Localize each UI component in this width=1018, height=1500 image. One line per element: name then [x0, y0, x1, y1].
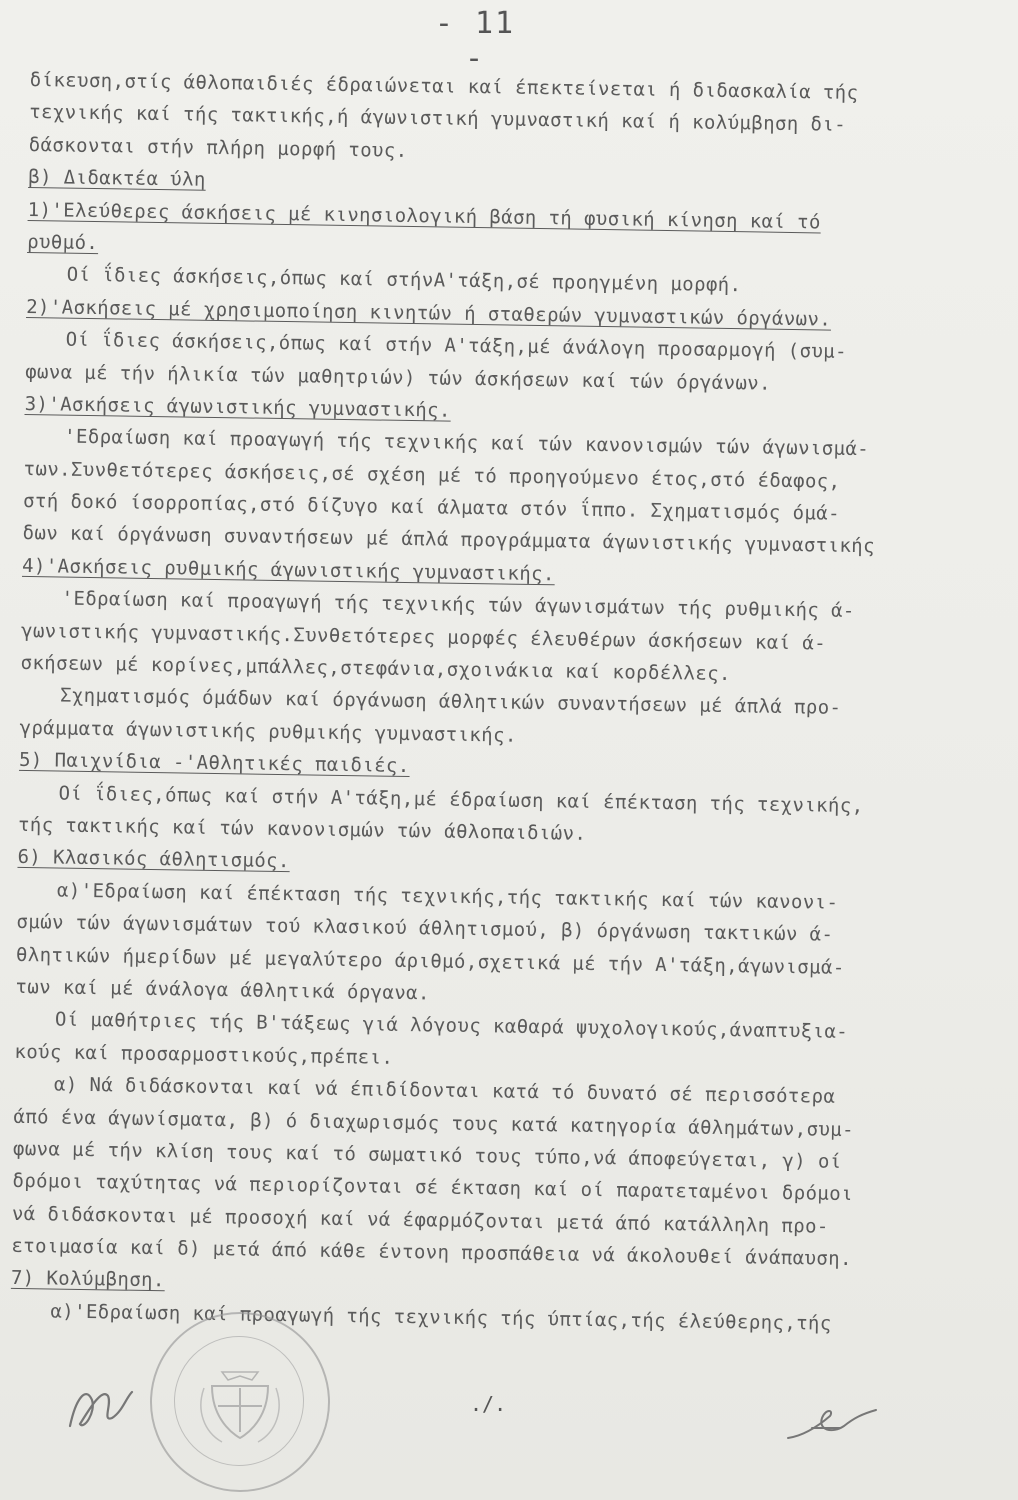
line-text: 'Εδραίωση καί προαγωγή τής τεχνικής καί τών κανονισμών τών άγωνισμά- [63, 425, 870, 461]
line-text: τεχνικής καί τής τακτικής,ή άγωνιστική γυμναστική καί ή κολύμβηση δι- [29, 101, 847, 137]
line-text: σμών τών άγωνισμάτων τού κλασικού άθλητισμού, β) όργάνωση τακτικών ά- [16, 911, 834, 946]
line-text: α)'Εδραίωση καί προαγωγή τής τεχνικής τής ύπτίας,τής έλεύθερης,τής [50, 1300, 832, 1335]
line-text: δρόμοι ταχύτητας νά περιορίζονται σέ έκταση καί οί παρατεταμένοι δρόμοι [12, 1170, 854, 1206]
line-text: ετοιμασία καί δ) μετά άπό κάθε έντονη προσπάθεια νά άκολουθεί άνάπαυση. [11, 1234, 853, 1271]
signature-left [62, 1378, 142, 1442]
line-text: α)'Εδραίωση καί έπέκταση τής τεχνικής,τής τακτικής καί τών κανονι- [56, 879, 839, 914]
signature-right [782, 1398, 882, 1452]
official-stamp [150, 1312, 330, 1492]
line-text: 6) Κλασικός άθλητισμός. [17, 846, 290, 873]
line-text: γράμματα άγωνιστικής ρυθμικής γυμναστικής. [19, 716, 517, 747]
line-text: α) Νά διδάσκονται καί νά έπιδίδονται κατά τό δυνατό σέ περισσότερα [53, 1073, 836, 1108]
line-text: τής τακτικής καί τών κανονισμών τών άθλοπαιδιών. [17, 813, 587, 845]
line-text: 5) Παιχνίδια -'Αθλητικές παιδιές. [18, 749, 410, 778]
line-text: θλητικών ήμερίδων μέ μεγαλύτερο άριθμό,σχετικά μέ τήν Α'τάξη,άγωνισμά- [15, 943, 845, 979]
line-text: των καί μέ άνάλογα άθλητικά όργανα. [15, 975, 430, 1005]
line-text: 1)'Ελεύθερες άσκήσεις μέ κινησιολογική βάση τή φυσική κίνηση καί τό [27, 198, 822, 234]
line-text: δίκευση,στίς άθλοπαιδιές έδραιώνεται καί έπεκτείνεται ή διδασκαλία τής [29, 68, 859, 105]
line-text: ρυθμό. [27, 230, 99, 255]
line-text: νά διδάσκονται μέ προσοχή καί νά έφαρμόζονται μετά άπό κατάλληλη προ- [11, 1202, 829, 1238]
line-text: Οί ΐδιες άσκήσεις,όπως καί στήνΑ'τάξη,σέ προηγμένη μορφή. [66, 263, 742, 297]
line-text: 3)'Ασκήσεις άγωνιστικής γυμναστικής. [24, 392, 451, 422]
line-text: σκήσεων μέ κορίνες,μπάλλες,στεφάνια,σχοινάκια καί κορδέλλες. [20, 651, 732, 686]
page-end-mark: ./. [470, 1392, 507, 1416]
line-text: Οί ΐδιες άσκήσεις,όπως καί στήν Α'τάξη,μέ άνάλογη προσαρμογή (συμ- [65, 328, 848, 363]
page-number: - 11 - [434, 6, 516, 76]
line-text: Οί μαθήτριες τής Β'τάξεως γιά λόγους καθαρά ψυχολογικούς,άναπτυξια- [54, 1008, 849, 1044]
line-text: 'Εδραίωση καί προαγωγή τής τεχνικής τών άγωνισμάτων τής ρυθμικής ά- [61, 587, 855, 623]
line-text: φωνα μέ τήν ήλικία τών μαθητριών) τών άσκήσεων καί τών όργάνων. [24, 360, 772, 395]
line-text: κούς καί προσαρμοστικούς,πρέπει. [14, 1040, 394, 1069]
line-text: 7) Κολύμβηση. [10, 1267, 165, 1292]
line-text: στή δοκό ίσορροπίας,στό δίζυγο καί άλματα στόν ΐππο. Σχηματισμός όμά- [22, 490, 841, 525]
line-text: φωνα μέ τήν κλίση τους καί τό σωματικό τους τύπο,νά άποφεύγεται, γ) οί [12, 1137, 842, 1173]
line-text: δάσκονται στήν πλήρη μορφή τους. [28, 133, 408, 162]
line-text: Οί ΐδιες,όπως καί στήν Α'τάξη,μέ έδραίωση καί έπέκταση τής τεχνικής, [58, 782, 864, 817]
line-text: 2)'Ασκήσεις μέ χρησιμοποίηση κινητών ή σταθερών γυμναστικών όργάνων. [26, 295, 832, 331]
line-text: Σχηματισμός όμάδων καί όργάνωση άθλητικών συναντήσεων μέ άπλά προ- [59, 684, 842, 720]
line-text: 4)'Ασκήσεις ρυθμικής άγωνιστικής γυμναστικής. [21, 554, 555, 586]
document-body [10, 64, 1005, 1342]
line-text: γωνιστικής γυμναστικής.Συνθετότερες μορφές έλευθέρων άσκήσεων καί ά- [20, 619, 827, 655]
line-text: β) Διδακτέα ύλη [28, 166, 206, 191]
line-text: δων καί όργάνωση συναντήσεων μέ άπλά προγράμματα άγωνιστικής γυμναστικής [22, 522, 876, 558]
line-text: άπό ένα άγωνίσματα, β) ό διαχωρισμός τους κατά κατηγορία άθλημάτων,συμ- [13, 1105, 855, 1141]
line-text: των.Συνθετότερες άσκήσεις,σέ σχέση μέ τό προηγούμενο έτος,στό έδαφος, [23, 457, 841, 493]
